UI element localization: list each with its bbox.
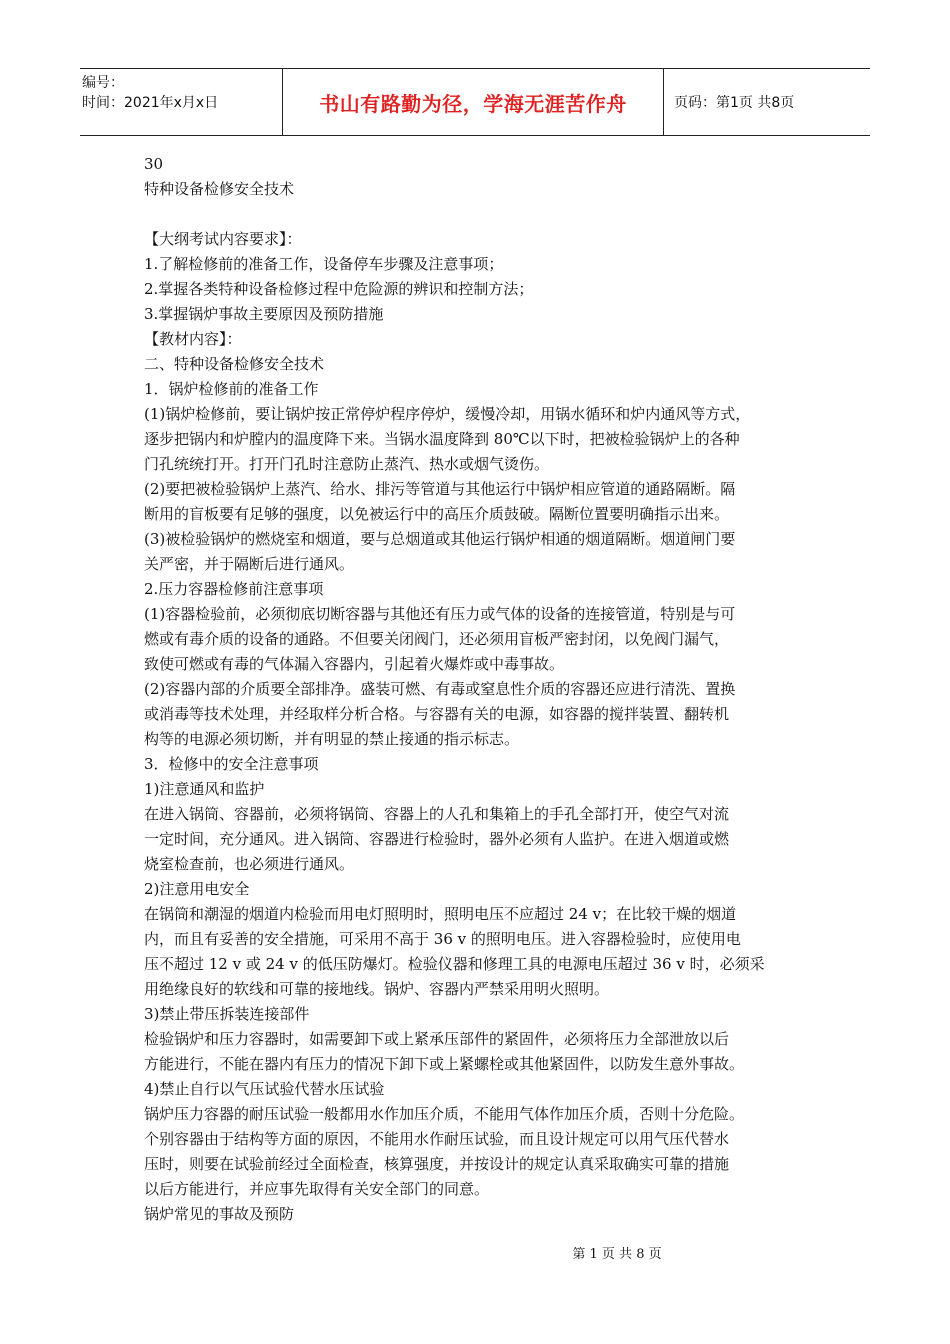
text-line: 以后方能进行，并应事先取得有关安全部门的同意。 <box>144 1180 490 1198</box>
text-line: 3.掌握锅炉事故主要原因及预防措施 <box>144 305 384 323</box>
text-line: 3．检修中的安全注意事项 <box>144 755 319 773</box>
text-line: 30 <box>144 155 164 173</box>
text-line: 致使可燃或有毒的气体漏入容器内，引起着火爆炸或中毒事故。 <box>144 655 565 673</box>
text-line: 用绝缘良好的软线和可靠的接地线。锅炉、容器内严禁采用明火照明。 <box>144 980 610 998</box>
text-line: 逐步把锅内和炉膛内的温度降下来。当锅水温度降到 80℃以下时，把被检验锅炉上的各种 <box>144 430 740 448</box>
text-line: 1.了解检修前的准备工作，设备停车步骤及注意事项； <box>144 255 504 273</box>
text-line: 内，而且有妥善的安全措施，可采用不高于 36 v 的照明电压。进入容器检验时，应使用电 <box>144 930 741 948</box>
text-line: 关严密，并于隔断后进行通风。 <box>144 555 355 573</box>
text-line: (1)容器检验前，必须彻底切断容器与其他还有压力或气体的设备的连接管道，特别是与可 <box>144 605 736 623</box>
text-line: 锅炉常见的事故及预防 <box>144 1205 295 1223</box>
text-line: 断用的盲板要有足够的强度，以免被运行中的高压介质鼓破。隔断位置要明确指示出来。 <box>144 505 730 523</box>
text-line: 2.掌握各类特种设备检修过程中危险源的辨识和控制方法； <box>144 280 534 298</box>
text-line: 门孔统统打开。打开门孔时注意防止蒸汽、热水或烟气烫伤。 <box>144 455 550 473</box>
text-line: (2)容器内部的介质要全部排净。盛装可燃、有毒或窒息性介质的容器还应进行清洗、置换 <box>144 680 736 698</box>
text-line: 【大纲考试内容要求】： <box>144 230 302 248</box>
text-line: 构等的电源必须切断，并有明显的禁止接通的指示标志。 <box>144 730 520 748</box>
text-line: 在进入锅筒、容器前，必须将锅筒、容器上的人孔和集箱上的手孔全部打开，使空气对流 <box>144 805 730 823</box>
text-line: 方能进行，不能在器内有压力的情况下卸下或上紧螺栓或其他紧固件，以防发生意外事故。 <box>144 1055 745 1073</box>
text-line: 压不超过 12 v 或 24 v 的低压防爆灯。检验仪器和修理工具的电源电压超过 36 v 时，必须采 <box>144 955 765 973</box>
text-line: 特种设备检修安全技术 <box>144 180 295 198</box>
text-line: 2.压力容器检修前注意事项 <box>144 580 324 598</box>
header-meta <box>80 69 282 135</box>
text-line: 锅炉压力容器的耐压试验一般都用水作加压介质，不能用气体作加压介质，否则十分危险。 <box>144 1105 745 1123</box>
page-footer <box>0 1243 950 1262</box>
text-line: 在锅筒和潮湿的烟道内检验而用电灯照明时，照明电压不应超过 24 v；在比较干燥的烟道 <box>144 905 737 923</box>
date-label: 时间：2021年x月x日 <box>82 95 219 111</box>
text-line: 1)注意通风和监护 <box>144 780 265 798</box>
header-page-label: 页码：第1页 共8页 <box>674 95 795 111</box>
text-line: 4)禁止自行以气压试验代替水压试验 <box>144 1080 385 1098</box>
text-line: 检验锅炉和压力容器时，如需要卸下或上紧承压部件的紧固件，必须将压力全部泄放以后 <box>144 1030 730 1048</box>
text-line: (3)被检验锅炉的燃烧室和烟道，要与总烟道或其他运行锅炉相通的烟道隔断。烟道闸门要 <box>144 530 736 548</box>
text-line: (2)要把被检验锅炉上蒸汽、给水、排污等管道与其他运行中锅炉相应管道的通路隔断。隔 <box>144 480 736 498</box>
text-line: 个别容器由于结构等方面的原因，不能用水作耐压试验，而且设计规定可以用气压代替水 <box>144 1130 730 1148</box>
text-line: 3)禁止带压拆装连接部件 <box>144 1005 310 1023</box>
text-line: (1)锅炉检修前，要让锅炉按正常停炉程序停炉，缓慢冷却，用锅水循环和炉内通风等方式， <box>144 405 751 423</box>
text-line: 压时，则要在试验前经过全面检查，核算强度，并按设计的规定认真采取确实可靠的措施 <box>144 1155 730 1173</box>
header-motto: 书山有路勤为径，学海无涯苦作舟 <box>282 69 664 135</box>
text-line: 二、特种设备检修安全技术 <box>144 355 325 373</box>
text-line: 2)注意用电安全 <box>144 880 250 898</box>
blank-line <box>144 202 816 227</box>
page-header <box>80 68 870 136</box>
text-line: 一定时间，充分通风。进入锅筒、容器进行检验时，器外必须有人监护。在进入烟道或燃 <box>144 830 730 848</box>
text-line: 烧室检查前，也必须进行通风。 <box>144 855 355 873</box>
text-line: 燃或有毒介质的设备的通路。不但要关闭阀门，还必须用盲板严密封闭，以免阀门漏气， <box>144 630 730 648</box>
text-line: 1．锅炉检修前的准备工作 <box>144 380 319 398</box>
footer-page-number: 第 1 页 共 8 页 <box>572 1247 662 1262</box>
text-line: 【教材内容】： <box>144 330 242 348</box>
document-body <box>144 152 816 1227</box>
number-label: 编号： <box>82 75 124 91</box>
text-line: 或消毒等技术处理，并经取样分析合格。与容器有关的电源，如容器的搅拌装置、翻转机 <box>144 705 730 723</box>
